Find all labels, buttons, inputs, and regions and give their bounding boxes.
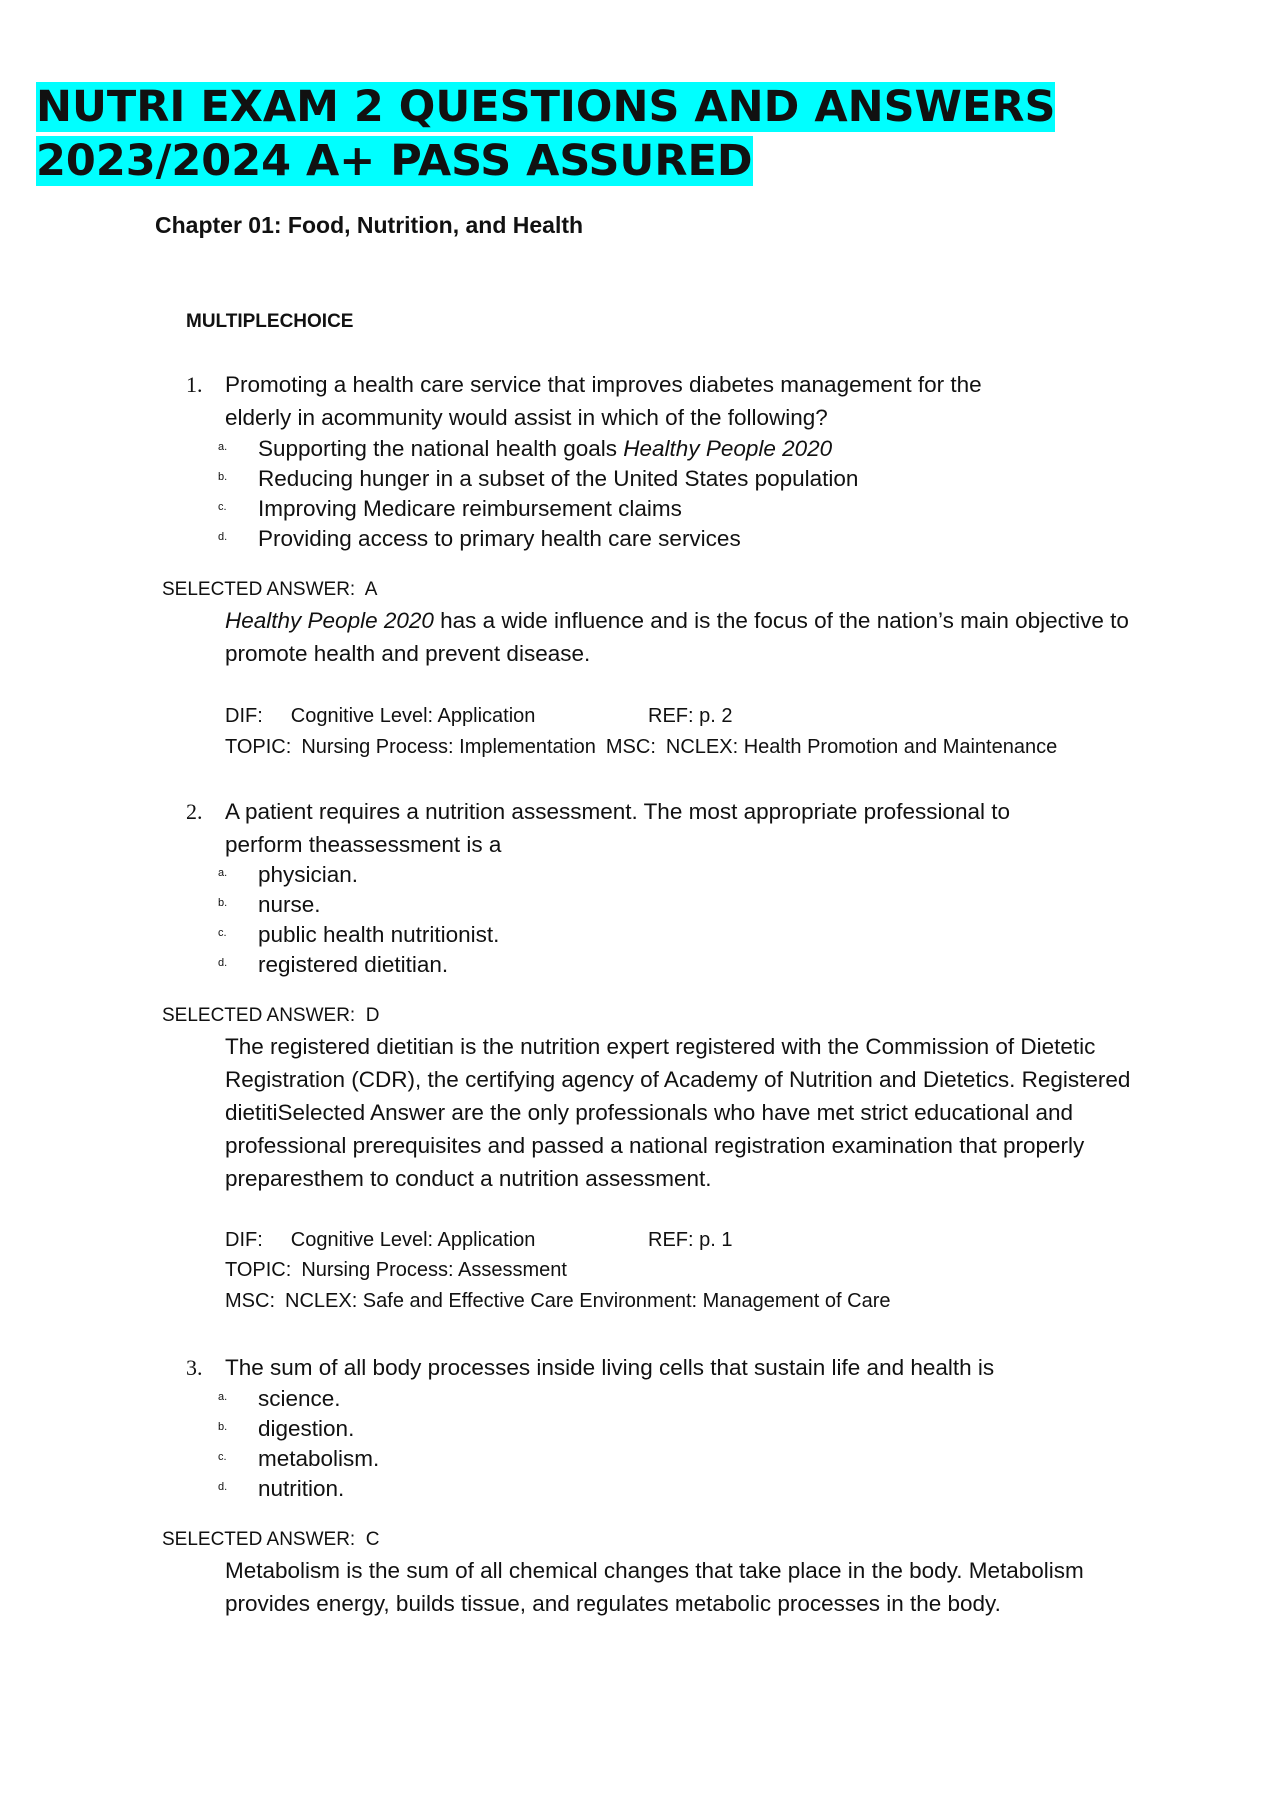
option-a: science. <box>258 1386 341 1411</box>
meta-dif <box>225 1227 535 1253</box>
selected-answer <box>162 1528 380 1552</box>
option-letter: d. <box>218 957 228 969</box>
selected-answer-label: SELECTED ANSWER: <box>162 1005 356 1026</box>
rationale-italic: Healthy People 2020 <box>225 608 434 633</box>
document-title <box>36 80 1055 188</box>
option-d: registered dietitian. <box>258 952 449 977</box>
meta-dif-value: Cognitive Level: Application <box>290 1229 536 1251</box>
question-number: 2. <box>186 799 203 824</box>
question-stem-line: The sum of all body processes inside living cells that sustain life and health is <box>225 1355 995 1380</box>
rationale-line: promote health and prevent disease. <box>225 641 591 666</box>
meta-topic-label: TOPIC: <box>225 1259 292 1281</box>
rationale <box>225 1030 1225 1195</box>
rationale <box>225 604 1225 670</box>
option-a: physician. <box>258 862 359 887</box>
meta-msc-label: MSC: <box>605 736 656 758</box>
option-letter: a. <box>218 1391 228 1403</box>
meta-ref-label: REF: <box>648 1229 694 1251</box>
selected-answer-label: SELECTED ANSWER: <box>162 579 356 600</box>
rationale-line: has a wide influence and is the focus of the nation’s main objective to <box>433 608 1129 633</box>
meta-msc-label: MSC: <box>225 1290 275 1312</box>
rationale-line: The registered dietitian is the nutrition expert registered with the Commission of Dietetic <box>225 1034 1096 1059</box>
meta-topic-label: TOPIC: <box>225 736 292 758</box>
meta-ref-label: REF: <box>648 705 694 727</box>
section-label: MULTIPLECHOICE <box>186 311 354 332</box>
option-c: public health nutritionist. <box>258 922 500 947</box>
meta-dif-label: DIF: <box>225 705 263 727</box>
option-text-italic: Healthy People 2020 <box>623 436 833 461</box>
meta-msc-value: NCLEX: Safe and Effective Care Environment: Management of Care <box>285 1290 891 1312</box>
option-letter: b. <box>218 897 228 909</box>
question-stem <box>225 368 1065 434</box>
meta-dif-value: Cognitive Level: Application <box>290 705 536 727</box>
meta-dif <box>225 703 535 729</box>
option-letter: c. <box>218 1451 227 1463</box>
option-d: nutrition. <box>258 1476 345 1501</box>
question-stem <box>225 1351 1065 1384</box>
meta-ref <box>648 703 732 729</box>
rationale-line: provides energy, builds tissue, and regulates metabolic processes in the body. <box>225 1591 1001 1616</box>
document-title-line2: 2023/2024 A+ PASS ASSURED <box>36 136 753 186</box>
question-stem-line: Promoting a health care service that improves diabetes management for the <box>225 372 982 397</box>
option-b: Reducing hunger in a subset of the United States population <box>258 466 859 491</box>
option-c: metabolism. <box>258 1446 380 1471</box>
document-title-line1: NUTRI EXAM 2 QUESTIONS AND ANSWERS <box>36 82 1056 132</box>
meta-topic <box>225 1257 567 1283</box>
meta-topic-value: Nursing Process: Implementation <box>301 736 596 758</box>
rationale-line: Registration (CDR), the certifying agency of Academy of Nutrition and Dietetics. Registered <box>225 1067 1131 1092</box>
option-text: Supporting the national health goals <box>258 436 624 461</box>
option-d: Providing access to primary health care services <box>258 526 741 551</box>
rationale-line: professional prerequisites and passed a national registration examination that properly <box>225 1133 1085 1158</box>
meta-msc-value: NCLEX: Health Promotion and Maintenance <box>665 736 1058 758</box>
question-number: 3. <box>186 1355 203 1380</box>
option-b: digestion. <box>258 1416 355 1441</box>
selected-answer <box>162 1004 380 1028</box>
question-stem-line: perform theassessment is a <box>225 832 502 857</box>
option-letter: d. <box>218 531 228 543</box>
question-stem <box>225 795 1065 861</box>
rationale-line: dietitiSelected Answer are the only professionals who have met strict educational and <box>225 1100 1073 1125</box>
rationale <box>225 1554 1225 1620</box>
rationale-line: Metabolism is the sum of all chemical changes that take place in the body. Metabolism <box>225 1558 1084 1583</box>
meta-topic-msc <box>225 734 1057 760</box>
option-letter: c. <box>218 501 227 513</box>
option-letter: b. <box>218 1421 228 1433</box>
question-number: 1. <box>186 372 203 397</box>
chapter-heading: Chapter 01: Food, Nutrition, and Health <box>155 212 584 238</box>
option-letter: a. <box>218 441 228 453</box>
option-b: nurse. <box>258 892 321 917</box>
question-stem-line: elderly in acommunity would assist in which of the following? <box>225 405 828 430</box>
option-letter: d. <box>218 1481 228 1493</box>
question-stem-line: A patient requires a nutrition assessment. The most appropriate professional to <box>225 799 1011 824</box>
selected-answer <box>162 578 377 602</box>
option-letter: c. <box>218 927 227 939</box>
rationale-line: preparesthem to conduct a nutrition assessment. <box>225 1166 712 1191</box>
option-letter: b. <box>218 471 228 483</box>
meta-topic-value: Nursing Process: Assessment <box>301 1259 567 1281</box>
meta-ref <box>648 1227 732 1253</box>
selected-answer-value: C <box>365 1529 380 1550</box>
meta-msc <box>225 1288 891 1314</box>
meta-ref-value: p. 1 <box>699 1229 733 1251</box>
selected-answer-label: SELECTED ANSWER: <box>162 1529 356 1550</box>
option-c: Improving Medicare reimbursement claims <box>258 496 682 521</box>
meta-dif-label: DIF: <box>225 1229 263 1251</box>
option-a <box>258 434 832 464</box>
selected-answer-value: D <box>365 1005 380 1026</box>
meta-ref-value: p. 2 <box>699 705 733 727</box>
option-letter: a. <box>218 867 228 879</box>
selected-answer-value: A <box>364 579 378 600</box>
